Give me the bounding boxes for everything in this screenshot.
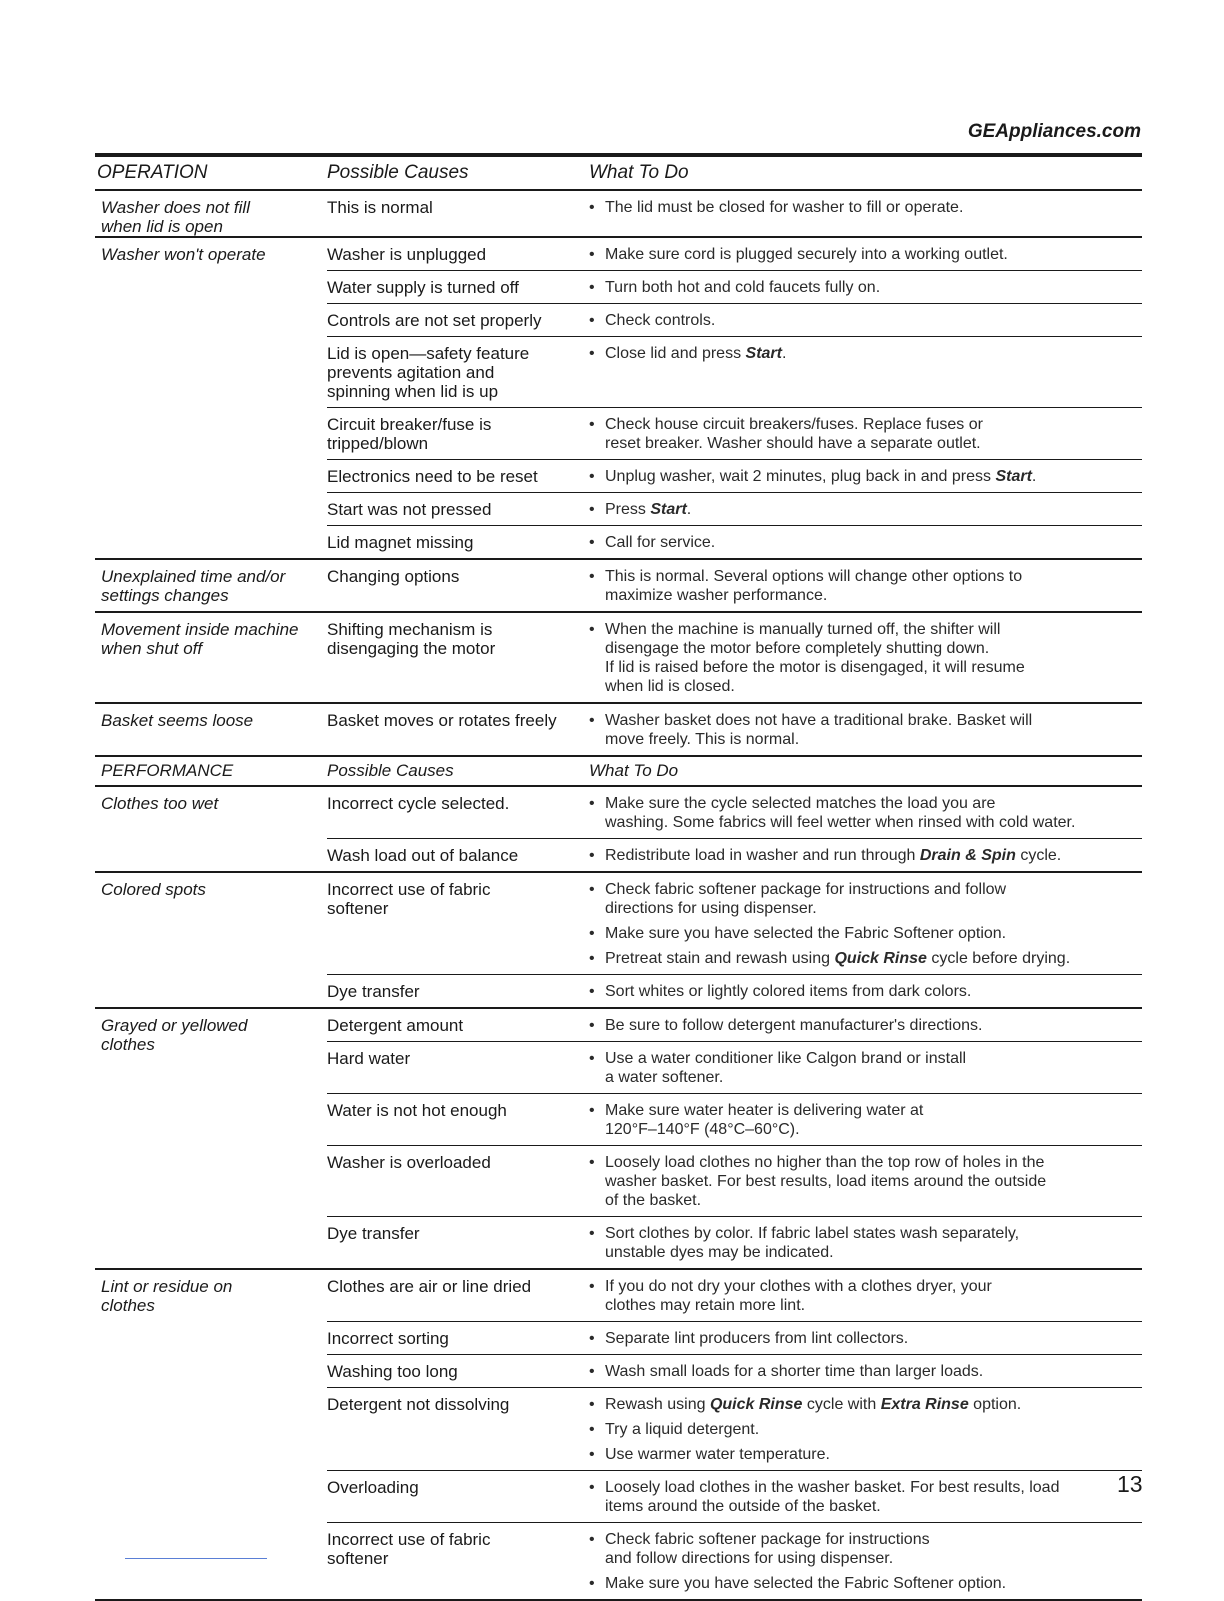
problem-row [95, 787, 1142, 873]
cause-list [327, 1270, 1142, 1599]
emphasis-term: Extra Rinse [880, 1396, 969, 1413]
todo-text: Check controls. [605, 312, 716, 329]
cause-row [327, 704, 1142, 755]
todo-bullet [589, 1445, 1142, 1464]
problem-label: Washer does not fill when lid is open [101, 198, 250, 236]
footer-line [125, 1558, 267, 1559]
todo-text: Make sure water heater is delivering water at 120°F–140°F (48°C–60°C). [605, 1102, 924, 1138]
problem-label: Unexplained time and/or settings changes [101, 567, 286, 605]
cause-row [327, 191, 1142, 223]
causes-heading: Possible Causes [327, 761, 454, 780]
problem-label: Clothes too wet [101, 794, 219, 813]
problem-row [95, 238, 1142, 560]
todo-bullet [589, 344, 1142, 363]
cause-row [327, 1042, 1142, 1094]
cause-row [327, 1217, 1142, 1268]
todo-bullet [589, 1329, 1142, 1348]
todo-bullet [589, 533, 1142, 552]
problem-label: Colored spots [101, 880, 206, 899]
cause-row [327, 304, 1142, 337]
todo-cell [589, 533, 1142, 552]
todo-text: Loosely load clothes in the washer basket. For best results, load items around the outside of the basket. [605, 1479, 1060, 1515]
todo-text: Use a water conditioner like Calgon brand or install a water softener. [605, 1050, 967, 1086]
bullet-icon: • [589, 983, 595, 1000]
todo-text: Be sure to follow detergent manufacturer's directions. [605, 1017, 983, 1034]
cause-label: Washer is unplugged [327, 245, 487, 264]
performance-header-row [95, 757, 1142, 787]
bullet-icon: • [589, 534, 595, 551]
problem-row [95, 613, 1142, 704]
todo-cell [589, 846, 1142, 865]
cause-label: Water supply is turned off [327, 278, 519, 297]
todo-cell [589, 1224, 1142, 1262]
cause-list [327, 704, 1142, 755]
cause-label: Start was not pressed [327, 500, 492, 519]
todo-cell [589, 982, 1142, 1001]
bullet-icon: • [589, 468, 595, 485]
cause-label: Washer is overloaded [327, 1153, 491, 1172]
todo-cell [589, 1153, 1142, 1210]
todo-text: Check fabric softener package for instructions and follow directions for using dispenser. [605, 881, 1007, 917]
cause-label: Water is not hot enough [327, 1101, 507, 1120]
cause-list [327, 238, 1142, 558]
cause-label: Incorrect sorting [327, 1329, 449, 1348]
bullet-icon: • [589, 1278, 595, 1295]
bullet-icon: • [589, 1154, 595, 1171]
todo-text: Close lid and press Start. [605, 345, 787, 362]
cause-label: Overloading [327, 1478, 419, 1497]
bullet-icon: • [589, 416, 595, 433]
todo-text: Wash small loads for a shorter time than larger loads. [605, 1363, 984, 1380]
bullet-icon: • [589, 1575, 595, 1592]
cause-label: Dye transfer [327, 982, 420, 1001]
todo-bullet [589, 949, 1142, 968]
todo-text: When the machine is manually turned off, the shifter will disengage the motor before completely shutting down. If lid is raised before the motor is disengaged, it will resume when lid is closed. [605, 621, 1025, 695]
cause-label: Clothes are air or line dried [327, 1277, 532, 1296]
problem-row [95, 873, 1142, 1009]
bullet-icon: • [589, 246, 595, 263]
todo-cell [589, 711, 1142, 749]
cause-label: Lid magnet missing [327, 533, 474, 552]
cause-row [327, 613, 1142, 702]
todo-cell [589, 880, 1142, 968]
cause-label: Washing too long [327, 1362, 458, 1381]
cause-row [327, 271, 1142, 304]
todo-text: Sort whites or lightly colored items from dark colors. [605, 983, 972, 1000]
causes-heading: Possible Causes [327, 162, 469, 183]
todo-bullet [589, 1049, 1142, 1087]
bullet-icon: • [589, 501, 595, 518]
todo-bullet [589, 1277, 1142, 1315]
todo-bullet [589, 1362, 1142, 1381]
todo-bullet [589, 567, 1142, 605]
todo-bullet [589, 311, 1142, 330]
todo-cell [589, 311, 1142, 330]
todo-text: Make sure you have selected the Fabric Softener option. [605, 925, 1007, 942]
cause-row [327, 787, 1142, 839]
cause-label: Dye transfer [327, 1224, 420, 1243]
bullet-icon: • [589, 1102, 595, 1119]
problem-label: Grayed or yellowed clothes [101, 1016, 248, 1054]
todo-text: Rewash using Quick Rinse cycle with Extra Rinse option. [605, 1396, 1022, 1413]
problem-row [95, 1009, 1142, 1270]
todo-text: Unplug washer, wait 2 minutes, plug back in and press Start. [605, 468, 1037, 485]
bullet-icon: • [589, 1531, 595, 1548]
problem-label: Lint or residue on clothes [101, 1277, 233, 1315]
cause-label: Lid is open—safety feature prevents agitation and spinning when lid is up [327, 344, 530, 401]
todo-cell [589, 467, 1142, 486]
cause-label: This is normal [327, 198, 433, 217]
todo-cell [589, 1277, 1142, 1315]
emphasis-term: Quick Rinse [709, 1396, 803, 1413]
cause-row [327, 1523, 1142, 1599]
problem-row [95, 704, 1142, 757]
emphasis-term: Start [650, 501, 687, 518]
troubleshooting-table [95, 153, 1142, 1601]
cause-row [327, 560, 1142, 611]
todo-bullet [589, 1530, 1142, 1568]
cause-row [327, 1355, 1142, 1388]
todo-cell [589, 415, 1142, 453]
bullet-icon: • [589, 795, 595, 812]
todo-text: Loosely load clothes no higher than the top row of holes in the washer basket. For best results, load items around the outside of the basket. [605, 1154, 1047, 1209]
bullet-icon: • [589, 1017, 595, 1034]
page-number: 13 [1117, 1471, 1143, 1497]
todo-text: Make sure cord is plugged securely into a working outlet. [605, 246, 1008, 263]
operation-section [95, 191, 1142, 757]
todo-text: Try a liquid detergent. [605, 1421, 760, 1438]
todo-text: Use warmer water temperature. [605, 1446, 830, 1463]
bullet-icon: • [589, 925, 595, 942]
cause-label: Basket moves or rotates freely [327, 711, 557, 730]
todo-bullet [589, 1420, 1142, 1439]
cause-label: Changing options [327, 567, 460, 586]
todo-text: Check fabric softener package for instructions and follow directions for using dispenser. [605, 1531, 930, 1567]
todo-text: If you do not dry your clothes with a clothes dryer, your clothes may retain more lint. [605, 1278, 992, 1314]
cause-label: Hard water [327, 1049, 411, 1068]
cause-row [327, 1270, 1142, 1322]
todo-text: Press Start. [605, 501, 692, 518]
cause-label: Circuit breaker/fuse is tripped/blown [327, 415, 492, 453]
todo-bullet [589, 846, 1142, 865]
bullet-icon: • [589, 1225, 595, 1242]
cause-list [327, 787, 1142, 871]
todo-cell [589, 1478, 1142, 1516]
todo-heading: What To Do [589, 162, 689, 183]
emphasis-term: Start [995, 468, 1032, 485]
todo-bullet [589, 467, 1142, 486]
todo-cell [589, 1101, 1142, 1139]
emphasis-term: Start [745, 345, 782, 362]
cause-list [327, 873, 1142, 1007]
emphasis-term: Drain & Spin [919, 847, 1016, 864]
problem-row [95, 560, 1142, 613]
todo-bullet [589, 794, 1142, 832]
bullet-icon: • [589, 1396, 595, 1413]
cause-row [327, 1471, 1142, 1523]
todo-cell [589, 794, 1142, 832]
todo-bullet [589, 880, 1142, 918]
todo-text: Separate lint producers from lint collectors. [605, 1330, 909, 1347]
cause-list [327, 191, 1142, 236]
cause-label: Detergent amount [327, 1016, 464, 1035]
bullet-icon: • [589, 847, 595, 864]
cause-row [327, 975, 1142, 1007]
cause-row [327, 238, 1142, 271]
todo-bullet [589, 1395, 1142, 1414]
bullet-icon: • [589, 881, 595, 898]
todo-bullet [589, 1101, 1142, 1139]
cause-row [327, 1322, 1142, 1355]
cause-row [327, 1094, 1142, 1146]
bullet-icon: • [589, 950, 595, 967]
cause-label: Electronics need to be reset [327, 467, 538, 486]
todo-cell [589, 344, 1142, 401]
cause-row [327, 1146, 1142, 1217]
cause-row [327, 493, 1142, 526]
emphasis-term: Quick Rinse [834, 950, 927, 967]
cause-row [327, 460, 1142, 493]
todo-cell [589, 278, 1142, 297]
todo-text: The lid must be closed for washer to fill or operate. [605, 199, 964, 216]
todo-bullet [589, 415, 1142, 453]
todo-bullet [589, 711, 1142, 749]
todo-bullet [589, 1224, 1142, 1262]
bullet-icon: • [589, 1446, 595, 1463]
todo-bullet [589, 924, 1142, 943]
performance-heading: PERFORMANCE [101, 761, 234, 780]
cause-row [327, 337, 1142, 408]
bullet-icon: • [589, 312, 595, 329]
todo-heading: What To Do [589, 761, 679, 780]
todo-bullet [589, 1478, 1142, 1516]
todo-cell [589, 500, 1142, 519]
bullet-icon: • [589, 621, 595, 638]
bullet-icon: • [589, 279, 595, 296]
bullet-icon: • [589, 199, 595, 216]
todo-text: Make sure you have selected the Fabric Softener option. [605, 1575, 1007, 1592]
cause-list [327, 560, 1142, 611]
bullet-icon: • [589, 1363, 595, 1380]
todo-bullet [589, 982, 1142, 1001]
bullet-icon: • [589, 1050, 595, 1067]
cause-label: Wash load out of balance [327, 846, 519, 865]
cause-row [327, 1388, 1142, 1471]
todo-cell [589, 567, 1142, 605]
todo-bullet [589, 1016, 1142, 1035]
cause-label: Incorrect use of fabric softener [327, 880, 491, 918]
cause-label: Incorrect use of fabric softener [327, 1530, 491, 1568]
todo-cell [589, 1016, 1142, 1035]
todo-cell [589, 1049, 1142, 1087]
todo-bullet [589, 245, 1142, 264]
todo-bullet [589, 1153, 1142, 1210]
todo-cell [589, 620, 1142, 696]
cause-row [327, 408, 1142, 460]
cause-row [327, 526, 1142, 558]
todo-text: Call for service. [605, 534, 716, 551]
operation-heading: OPERATION [97, 162, 208, 183]
cause-label: Incorrect cycle selected. [327, 794, 510, 813]
todo-text: Pretreat stain and rewash using Quick Rinse cycle before drying. [605, 950, 1071, 967]
cause-label: Controls are not set properly [327, 311, 542, 330]
todo-text: Turn both hot and cold faucets fully on. [605, 279, 881, 296]
todo-cell [589, 198, 1142, 217]
problem-label: Basket seems loose [101, 711, 254, 730]
performance-section [95, 787, 1142, 1601]
todo-text: Redistribute load in washer and run through Drain & Spin cycle. [605, 847, 1062, 864]
cause-row [327, 1009, 1142, 1042]
problem-label: Washer won't operate [101, 245, 266, 264]
todo-bullet [589, 278, 1142, 297]
problem-row [95, 191, 1142, 238]
operation-header-row [95, 157, 1142, 191]
bullet-icon: • [589, 568, 595, 585]
todo-bullet [589, 198, 1142, 217]
cause-row [327, 873, 1142, 975]
bullet-icon: • [589, 1421, 595, 1438]
todo-cell [589, 1362, 1142, 1381]
todo-text: Check house circuit breakers/fuses. Replace fuses or reset breaker. Washer should have a separate outlet. [605, 416, 983, 452]
problem-label: Movement inside machine when shut off [101, 620, 299, 658]
todo-text: Sort clothes by color. If fabric label states wash separately, unstable dyes may be indicated. [605, 1225, 1020, 1261]
site-url: GEAppliances.com [967, 121, 1141, 142]
bullet-icon: • [589, 1330, 595, 1347]
bullet-icon: • [589, 345, 595, 362]
todo-bullet [589, 500, 1142, 519]
cause-list [327, 1009, 1142, 1268]
todo-text: Washer basket does not have a traditional brake. Basket will move freely. This is normal. [605, 712, 1033, 748]
todo-cell [589, 1329, 1142, 1348]
cause-label: Detergent not dissolving [327, 1395, 510, 1414]
cause-list [327, 613, 1142, 702]
bullet-icon: • [589, 712, 595, 729]
todo-text: This is normal. Several options will change other options to maximize washer performance. [605, 568, 1023, 604]
cause-label: Shifting mechanism is disengaging the motor [327, 620, 496, 658]
cause-row [327, 839, 1142, 871]
todo-text: Make sure the cycle selected matches the load you are washing. Some fabrics will feel wetter when rinsed with cold water. [605, 795, 1076, 831]
bullet-icon: • [589, 1479, 595, 1496]
todo-cell [589, 1395, 1142, 1464]
problem-row [95, 1270, 1142, 1601]
todo-cell [589, 245, 1142, 264]
todo-bullet [589, 620, 1142, 696]
